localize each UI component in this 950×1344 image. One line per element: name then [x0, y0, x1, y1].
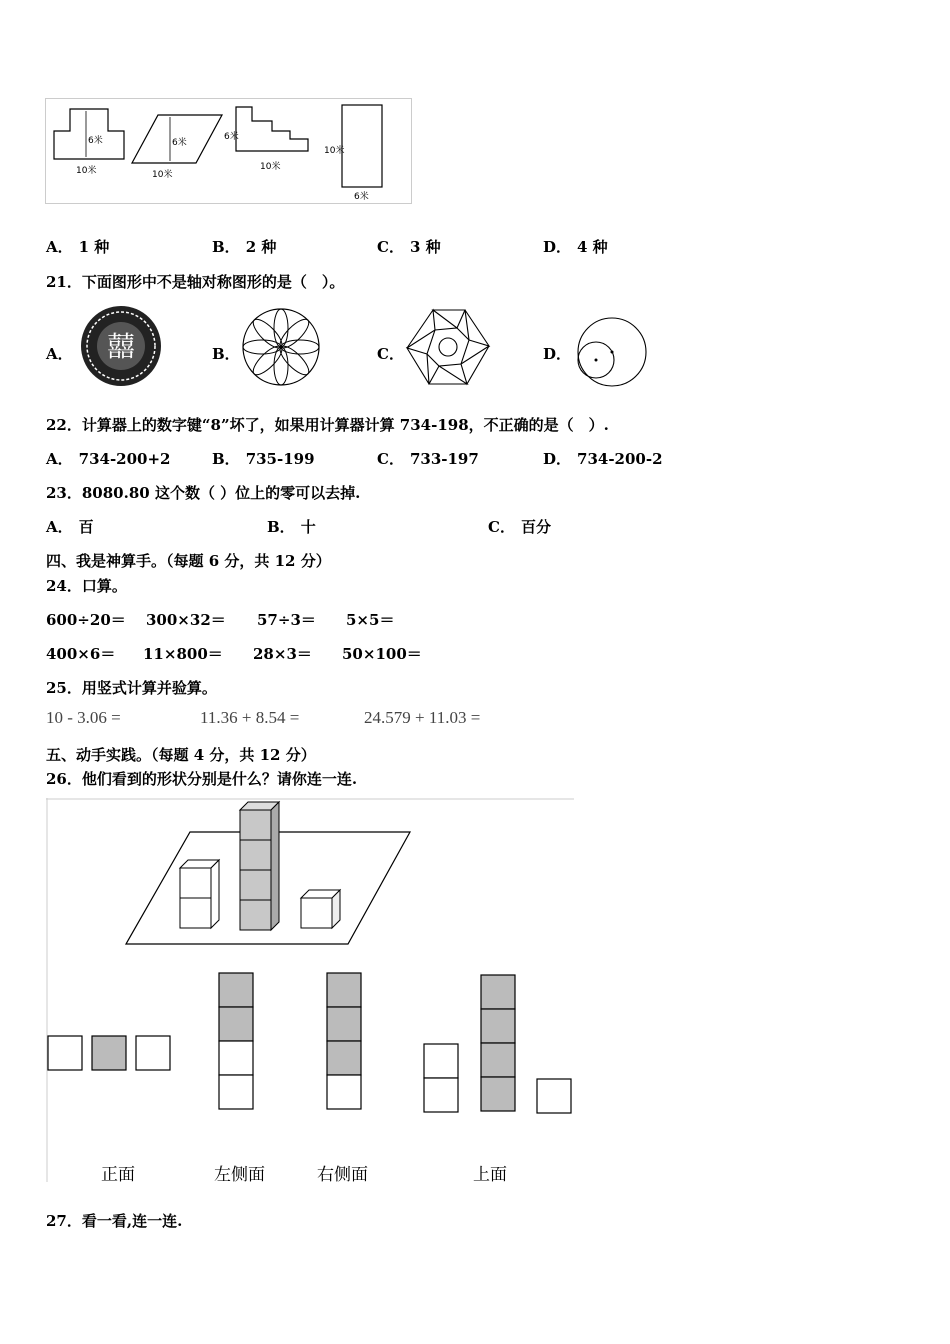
q25-item: 24.579 + 11.03 = [364, 708, 481, 727]
q24-item: 28×3＝ [253, 645, 312, 663]
q22-option-a[interactable]: A． 734-200+2 [46, 450, 171, 468]
q24-question: 24．口算。 [46, 577, 127, 595]
label-left-side: 左侧面 [214, 1165, 265, 1185]
q24-item: 50×100＝ [342, 645, 422, 663]
q21-option-c[interactable]: C． [377, 345, 404, 363]
q24-item: 57÷3＝ [257, 611, 316, 629]
q24-item: 11×800＝ [143, 645, 223, 663]
middle-stack [240, 802, 279, 930]
q20-option-a[interactable]: A． 1 种 [46, 238, 110, 256]
q22-option-d[interactable]: D． 734-200-2 [543, 450, 663, 468]
q22-option-b[interactable]: B． 735-199 [212, 450, 315, 468]
q20-option-c[interactable]: C． 3 种 [377, 238, 441, 256]
right-cube [301, 890, 340, 928]
q21-question: 21．下面图形中不是轴对称图形的是（ ）。 [46, 273, 345, 291]
q24-item: 300×32＝ [146, 611, 226, 629]
section4-title: 四、我是神算手。（每题 6 分，共 12 分） [46, 552, 331, 570]
view-left [219, 973, 253, 1109]
q24-item: 5×5＝ [346, 611, 395, 629]
q26-svg [46, 798, 574, 1182]
seal-char: 囍 [106, 330, 136, 363]
q21-figure-b-flower [241, 307, 321, 387]
q21-figure-d-circles [574, 315, 650, 389]
view-top [424, 975, 571, 1113]
q26-question: 26．他们看到的形状分别是什么？请你连一连. [46, 770, 358, 788]
q24-item: 400×6＝ [46, 645, 116, 663]
view-right [327, 973, 361, 1109]
shape2-height-label: 6米 [172, 138, 187, 148]
q21-figure-a-seal [80, 305, 162, 387]
q21-option-d[interactable]: D． [543, 345, 572, 363]
shape4-height-label: 10米 [324, 146, 345, 156]
q24-item: 600÷20＝ [46, 611, 126, 629]
left-stack [180, 860, 219, 928]
label-right-side: 右侧面 [317, 1165, 368, 1185]
shape3-height-label: 6米 [224, 132, 239, 142]
label-front: 正面 [101, 1165, 135, 1185]
q20-option-d[interactable]: D． 4 种 [543, 238, 608, 256]
q26-figure [46, 798, 574, 1185]
q27-question: 27．看一看,连一连. [46, 1212, 183, 1230]
q20-figure [45, 98, 412, 204]
q23-question: 23．8080.80 这个数（ ）位上的零可以去掉. [46, 484, 361, 502]
shape4-width-label: 6米 [354, 192, 369, 202]
label-top: 上面 [473, 1165, 507, 1185]
q22-question: 22．计算器上的数字键“8”坏了，如果用计算器计算 734-198，不正确的是（ ）. [46, 416, 609, 434]
section5-title: 五、动手实践。（每题 4 分，共 12 分） [46, 746, 316, 764]
view-front [48, 1036, 170, 1070]
q22-option-c[interactable]: C． 733-197 [377, 450, 479, 468]
shape4 [342, 105, 382, 187]
q20-shapes-svg [46, 99, 411, 203]
shape1-height-label: 6米 [88, 136, 103, 146]
q20-option-b[interactable]: B． 2 种 [212, 238, 277, 256]
shape1-width-label: 10米 [76, 166, 97, 176]
q25-item: 10 - 3.06 = [46, 708, 121, 727]
q21-figure-c-pinwheel [403, 306, 493, 388]
q23-option-a[interactable]: A． 百 [46, 518, 94, 536]
q25-item: 11.36 + 8.54 = [200, 708, 300, 727]
q23-option-c[interactable]: C． 百分 [488, 518, 551, 536]
shape3 [236, 107, 308, 151]
shape3-width-label: 10米 [260, 162, 281, 172]
q23-option-b[interactable]: B． 十 [267, 518, 316, 536]
q25-question: 25．用竖式计算并验算。 [46, 679, 217, 697]
q21-option-a[interactable]: A． [46, 345, 73, 363]
shape2-width-label: 10米 [152, 170, 173, 180]
q21-option-b[interactable]: B． [212, 345, 240, 363]
